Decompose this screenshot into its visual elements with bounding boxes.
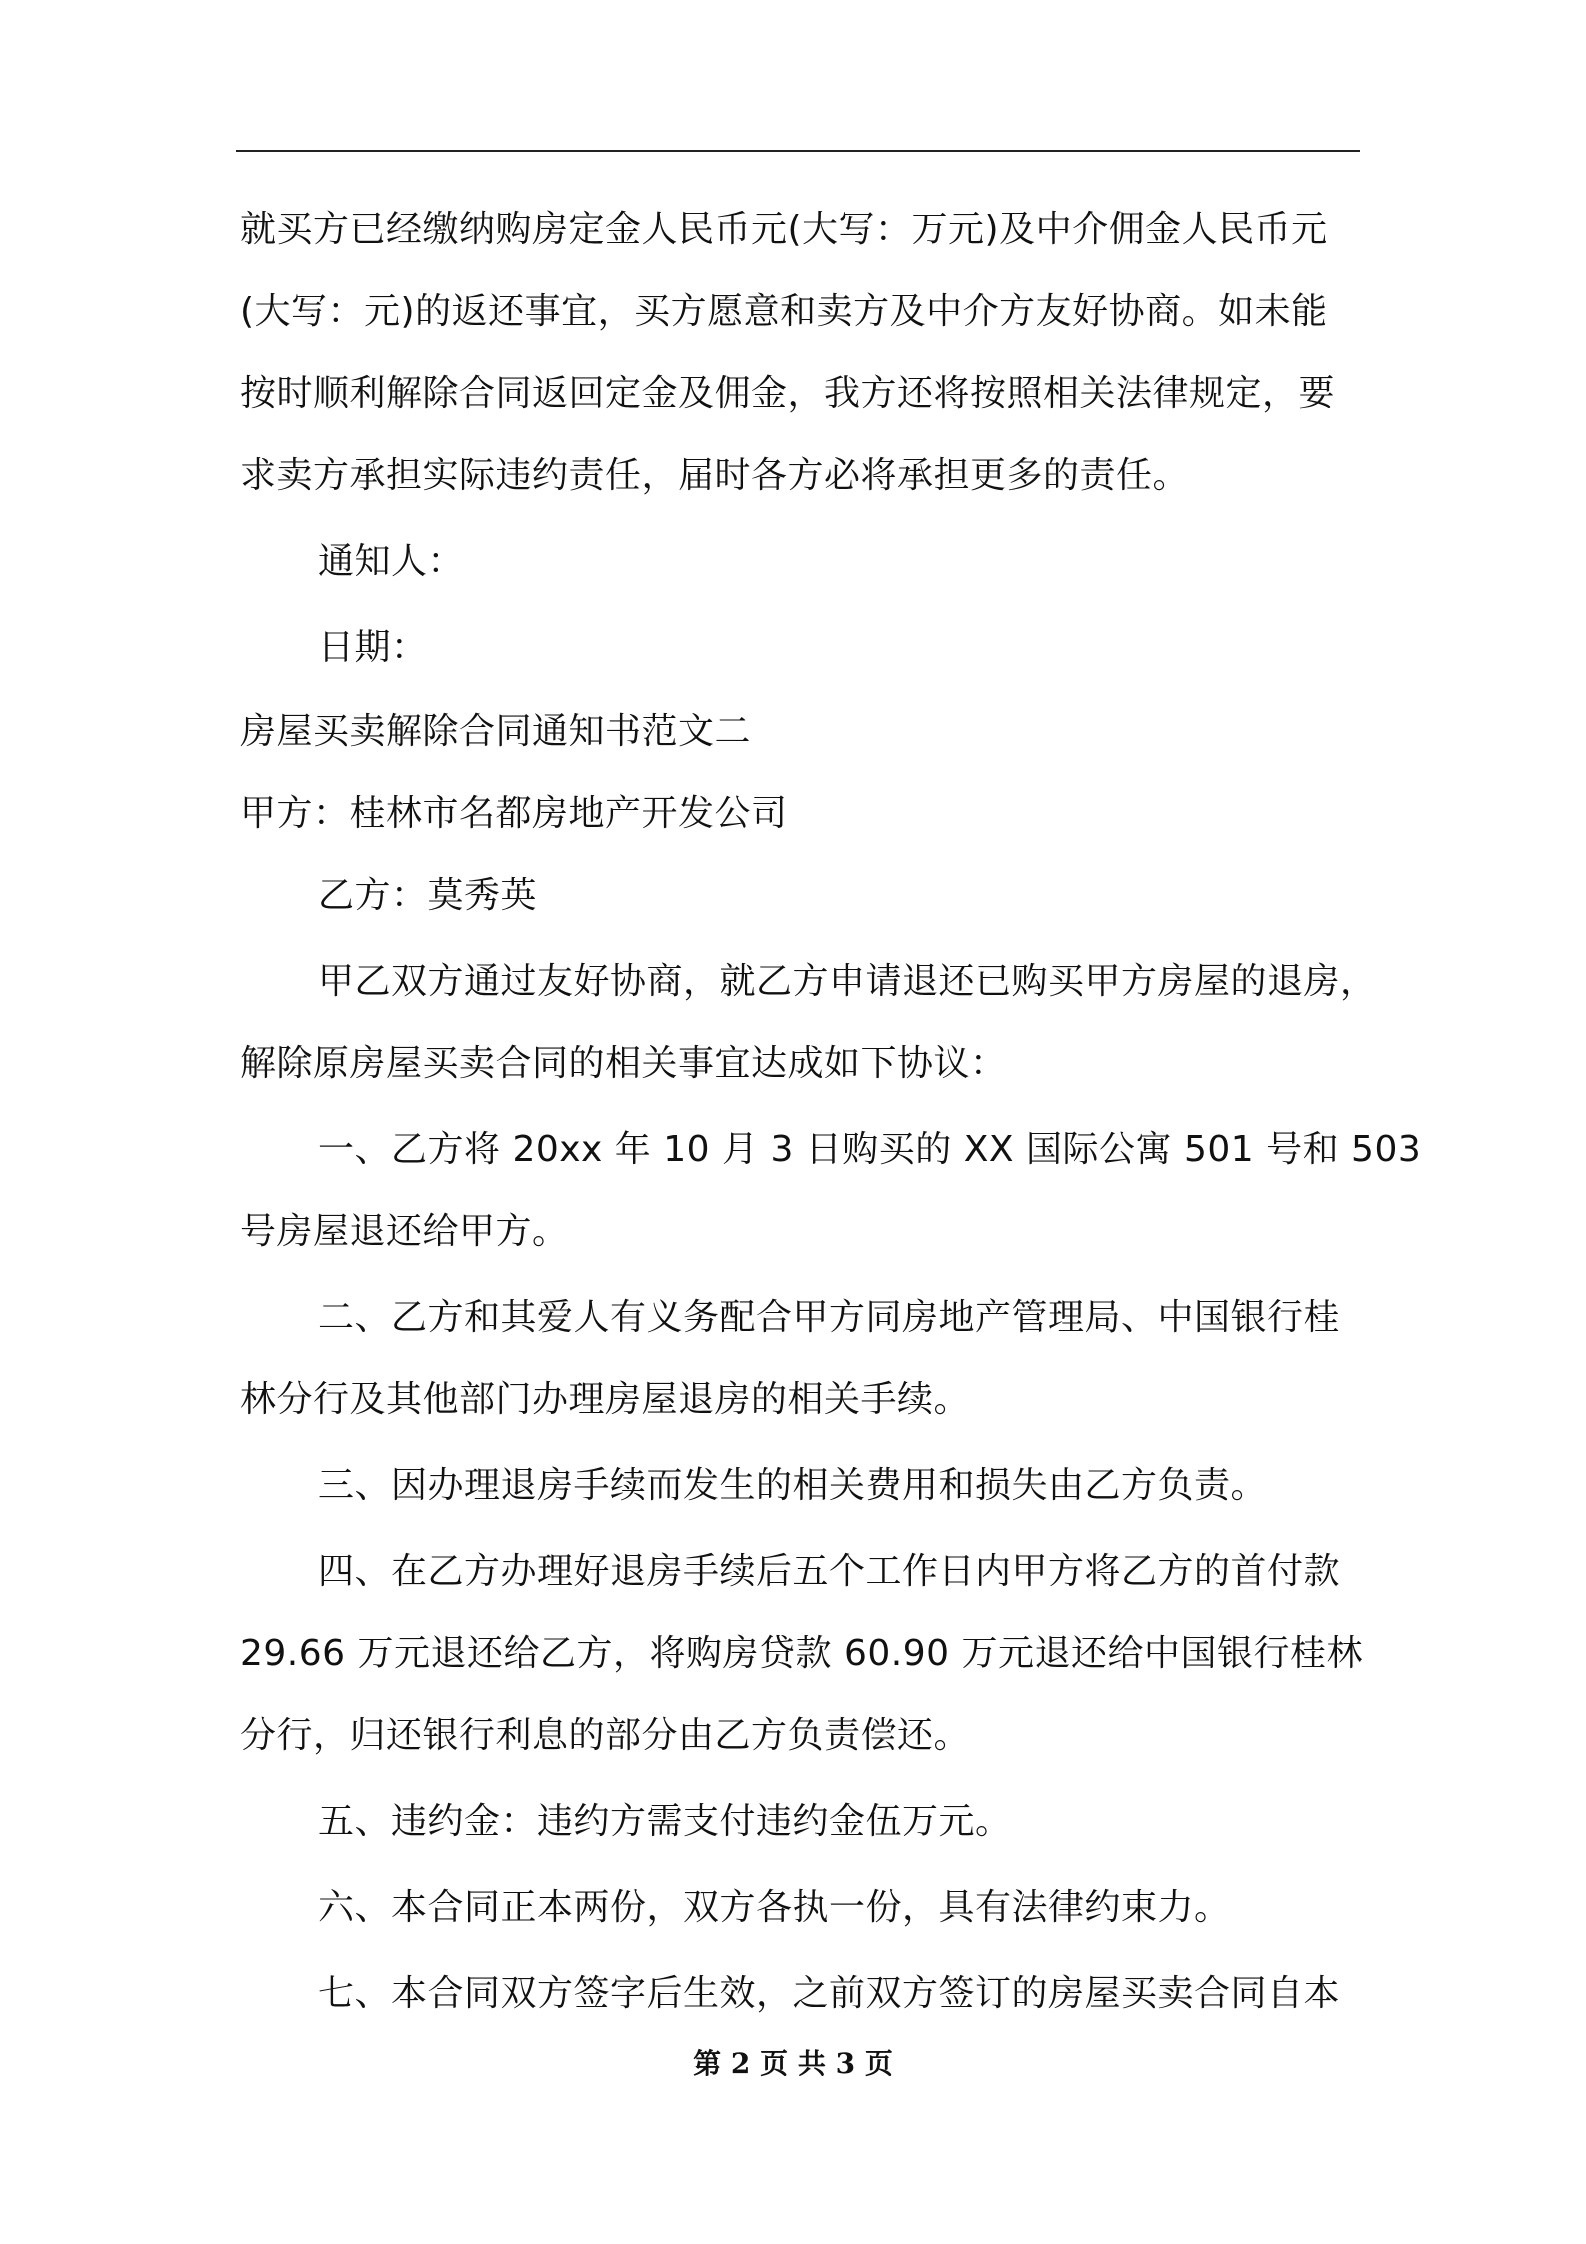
paragraph-line: 就买方已经缴纳购房定金人民币元(大写：万元)及中介佣金人民币元 [240,209,1328,250]
section-title: 房屋买卖解除合同通知书范文二 [240,711,752,752]
party-a: 甲方：桂林市名都房地产开发公司 [240,793,788,834]
clause-6: 六、本合同正本两份，双方各执一份，具有法律约束力。 [318,1887,1231,1928]
header-rule [236,150,1360,152]
paragraph-line: 求卖方承担实际违约责任，届时各方必将承担更多的责任。 [240,455,1190,496]
clause-2: 二、乙方和其爱人有义务配合甲方同房地产管理局、中国银行桂 [318,1297,1341,1338]
clause-4-cont: 29.66 万元退还给乙方，将购房贷款 60.90 万元退还给中国银行桂林 [240,1633,1363,1674]
clause-7: 七、本合同双方签字后生效，之前双方签订的房屋买卖合同自本 [318,1973,1341,2014]
clause-5: 五、违约金：违约方需支付违约金伍万元。 [318,1801,1012,1842]
page-number-footer: 第 2 页 共 3 页 [693,2047,893,2080]
clause-1: 一、乙方将 20xx 年 10 月 3 日购买的 XX 国际公寓 501 号和 503 [318,1129,1422,1170]
notifier-label: 通知人： [318,541,465,582]
clause-1-cont: 号房屋退还给甲方。 [240,1211,569,1252]
paragraph-line: 解除原房屋买卖合同的相关事宜达成如下协议： [240,1043,1007,1084]
paragraph-line: 甲乙双方通过友好协商，就乙方申请退还已购买甲方房屋的退房， [318,961,1377,1002]
clause-2-cont: 林分行及其他部门办理房屋退房的相关手续。 [240,1379,971,1420]
clause-4-cont: 分行，归还银行利息的部分由乙方负责偿还。 [240,1715,971,1756]
party-b: 乙方：莫秀英 [318,875,538,916]
paragraph-line: 按时顺利解除合同返回定金及佣金，我方还将按照相关法律规定，要 [240,373,1336,414]
date-label: 日期： [318,627,428,668]
clause-3: 三、因办理退房手续而发生的相关费用和损失由乙方负责。 [318,1465,1268,1506]
clause-4: 四、在乙方办理好退房手续后五个工作日内甲方将乙方的首付款 [318,1551,1341,1592]
paragraph-line: (大写：元)的返还事宜，买方愿意和卖方及中介方友好协商。如未能 [240,291,1328,332]
